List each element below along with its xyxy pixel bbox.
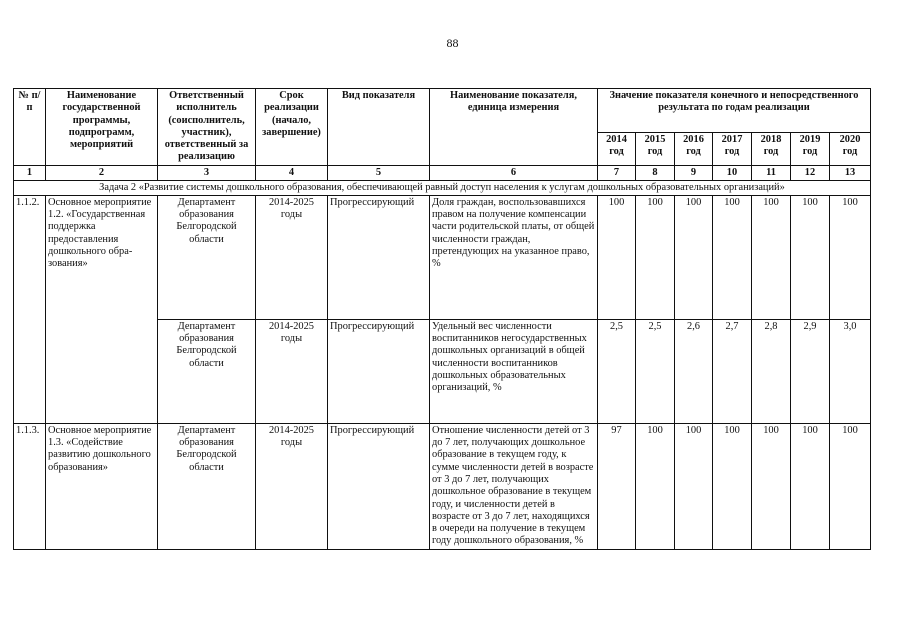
- executor: Департамент образования Белгородской области: [158, 195, 256, 319]
- year-2019: 2019 год: [791, 133, 830, 166]
- executor: Департамент образования Белгородской области: [158, 319, 256, 423]
- value-2020: 100: [830, 195, 871, 319]
- header-term: Срок реализации (начало, завершение): [256, 89, 328, 166]
- indicator-kind: Прогрессирующий: [328, 195, 430, 319]
- col-number: 8: [636, 165, 675, 180]
- header-name: Наименование государственной программы, подпрограмм, мероприятий: [46, 89, 158, 166]
- term: 2014-2025 годы: [256, 319, 328, 423]
- year-2018: 2018 год: [752, 133, 791, 166]
- executor: Департамент образования Белгородской области: [158, 423, 256, 549]
- value-2018: 100: [752, 423, 791, 549]
- col-number: 6: [430, 165, 598, 180]
- row-number: 1.1.2.: [14, 195, 46, 423]
- col-number: 1: [14, 165, 46, 180]
- column-numbers-row: [14, 165, 871, 180]
- col-number: 2: [46, 165, 158, 180]
- col-number: 12: [791, 165, 830, 180]
- value-2017: 2,7: [713, 319, 752, 423]
- indicator-kind: Прогрессирующий: [328, 319, 430, 423]
- value-2019: 2,9: [791, 319, 830, 423]
- value-2016: 100: [675, 195, 713, 319]
- table-row: [14, 423, 871, 549]
- indicators-table: [13, 88, 871, 550]
- indicator-kind: Прогрессирующий: [328, 423, 430, 549]
- value-2019: 100: [791, 423, 830, 549]
- task-title: Задача 2 «Развитие системы дошкольного образования, обеспечивающей равный доступ населения к услугам дошкольных образовательных организаций»: [14, 180, 871, 195]
- indicator-name: Удельный вес численности воспитанников негосударственных дошкольных организаций в общей численности воспитанников дошкольных образовательных организаций, %: [430, 319, 598, 423]
- col-number: 9: [675, 165, 713, 180]
- value-2020: 100: [830, 423, 871, 549]
- value-2016: 100: [675, 423, 713, 549]
- value-2014: 2,5: [598, 319, 636, 423]
- value-2018: 100: [752, 195, 791, 319]
- indicator-name: Отношение численности детей от 3 до 7 лет, получающих дошкольное образование в текущем году, к сумме численности детей в возрасте от 3 до 7 лет, получающих дошкольное образование в текущем году, и численности детей в возрасте от 3 до 7 лет, находящихся в очереди на получение в текущем году дошкольного образования, %: [430, 423, 598, 549]
- term: 2014-2025 годы: [256, 423, 328, 549]
- col-number: 11: [752, 165, 791, 180]
- year-2017: 2017 год: [713, 133, 752, 166]
- activity-name: Основное мероприятие 1.2. «Государственная поддержка предоставления дошкольного обра-зования»: [46, 195, 158, 423]
- task-row: [14, 180, 871, 195]
- col-number: 10: [713, 165, 752, 180]
- value-2017: 100: [713, 423, 752, 549]
- row-number: 1.1.3.: [14, 423, 46, 549]
- col-number: 13: [830, 165, 871, 180]
- value-2014: 97: [598, 423, 636, 549]
- col-number: 4: [256, 165, 328, 180]
- value-2015: 100: [636, 195, 675, 319]
- col-number: 3: [158, 165, 256, 180]
- year-2020: 2020 год: [830, 133, 871, 166]
- value-2015: 2,5: [636, 319, 675, 423]
- table-row: [14, 195, 871, 319]
- header-row: [14, 89, 871, 133]
- col-number: 5: [328, 165, 430, 180]
- value-2020: 3,0: [830, 319, 871, 423]
- header-values: Значение показателя конечного и непосредственного результата по годам реализации: [598, 89, 871, 133]
- col-number: 7: [598, 165, 636, 180]
- value-2018: 2,8: [752, 319, 791, 423]
- value-2017: 100: [713, 195, 752, 319]
- header-kind: Вид показателя: [328, 89, 430, 166]
- header-indicator: Наименование показателя, единица измерения: [430, 89, 598, 166]
- header-num: № п/п: [14, 89, 46, 166]
- activity-name: Основное мероприятие 1.3. «Содействие развитию дошкольного образования»: [46, 423, 158, 549]
- value-2015: 100: [636, 423, 675, 549]
- header-executor: Ответственный исполнитель (соисполнитель, участник), ответственный за реализацию: [158, 89, 256, 166]
- value-2016: 2,6: [675, 319, 713, 423]
- value-2019: 100: [791, 195, 830, 319]
- year-2014: 2014 год: [598, 133, 636, 166]
- value-2014: 100: [598, 195, 636, 319]
- page-number: 88: [446, 36, 459, 50]
- indicator-name: Доля граждан, воспользовавшихся правом на получение компенсации части родительской платы, от общей численности граждан, претендующих на указанное право, %: [430, 195, 598, 319]
- year-2015: 2015 год: [636, 133, 675, 166]
- term: 2014-2025 годы: [256, 195, 328, 319]
- year-2016: 2016 год: [675, 133, 713, 166]
